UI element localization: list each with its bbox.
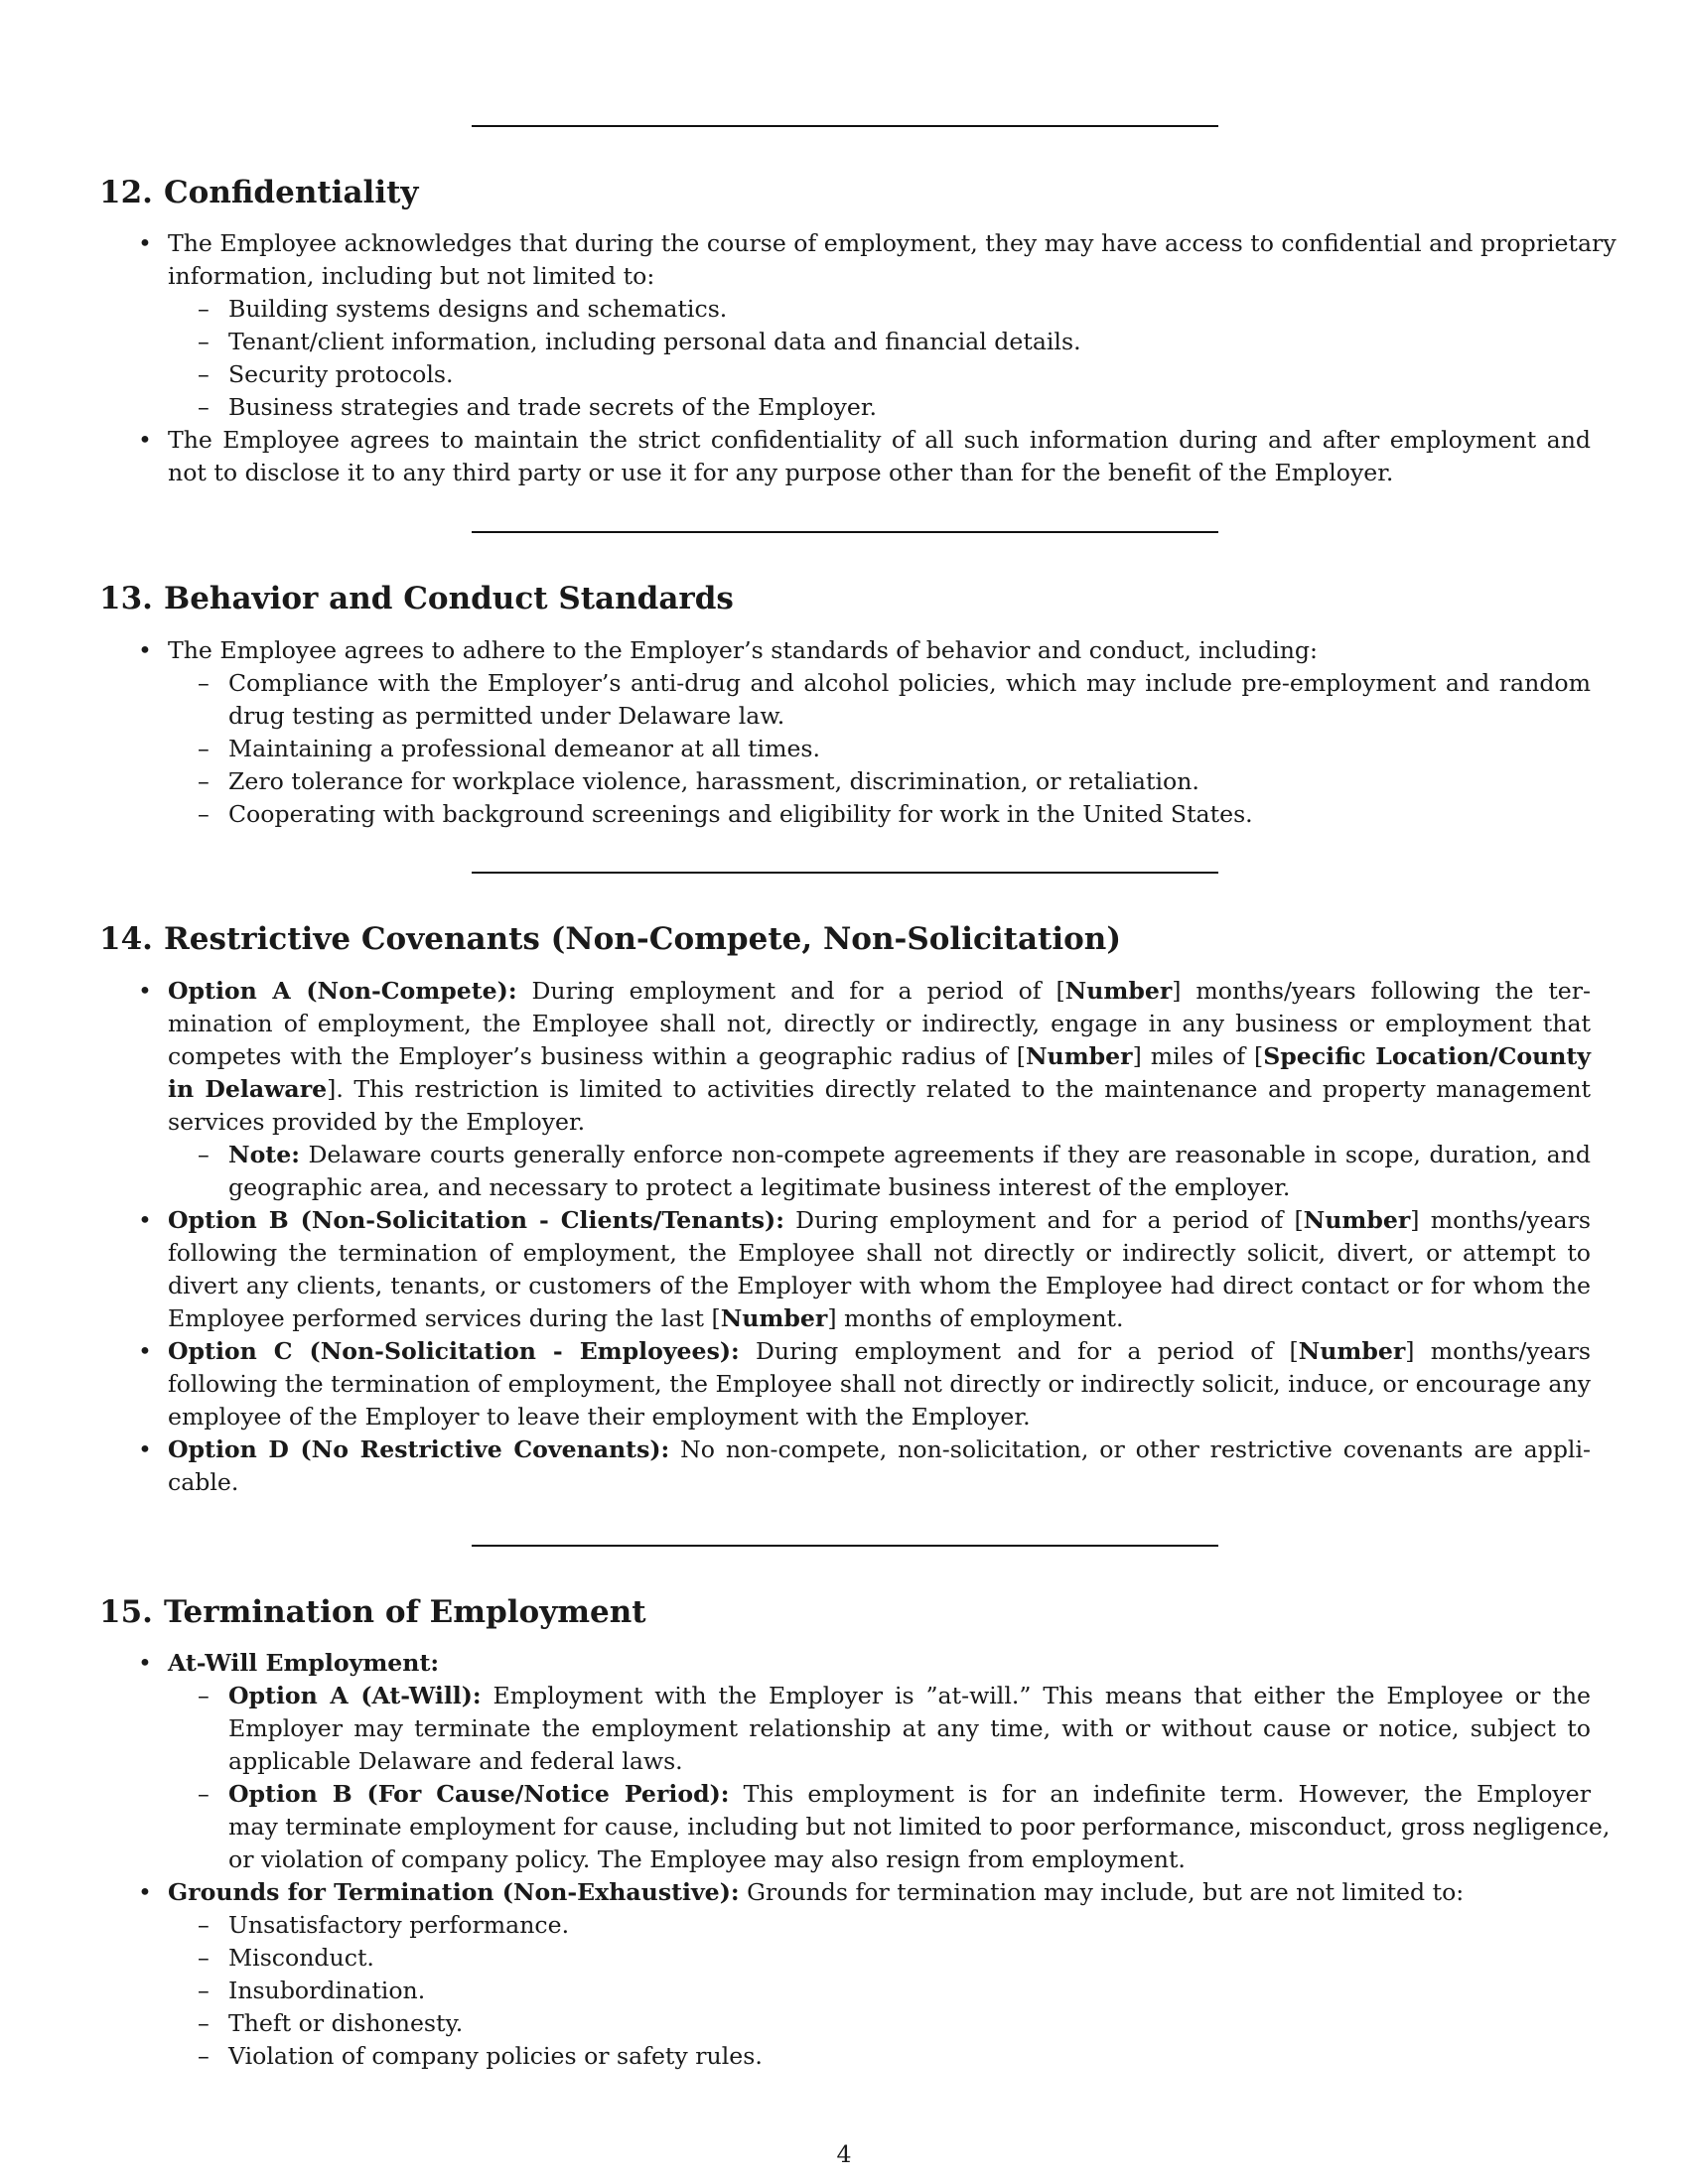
dash-marker: – [198, 767, 210, 795]
option-b-line: following the termination of employment, the Employee shall not directly or indirectly solicit, divert, or attempt to [168, 1239, 1591, 1267]
section-title: Behavior and Conduct Standards [164, 581, 734, 616]
placeholder-number: Number [720, 1304, 828, 1332]
option-a-line [168, 1040, 1591, 1073]
section-title: Termination of Employment [164, 1594, 646, 1630]
text: ] months of employment. [827, 1304, 1124, 1332]
option-a-label: Option A (Non-Compete): [168, 977, 517, 1005]
sub-list-item: Business strategies and trade secrets of the Employer. [228, 393, 878, 421]
option-d-line: cable. [168, 1468, 239, 1496]
bullet-marker: • [138, 229, 152, 257]
sub-list-item: Theft or dishonesty. [228, 2009, 464, 2037]
sub-list-item: may terminate employment for cause, including but not limited to poor performance, misconduct, gross negligence, [228, 1813, 1611, 1841]
section-divider [472, 1545, 1218, 1547]
option-b-label: Option B (For Cause/Notice Period): [228, 1780, 730, 1808]
section-number: 13. [99, 581, 153, 616]
option-c-label: Option C (Non-Solicitation - Employees): [168, 1337, 740, 1365]
text: ] miles of [ [1132, 1042, 1264, 1070]
bullet-marker: • [138, 636, 152, 664]
dash-marker: – [198, 669, 210, 697]
section-divider [472, 125, 1218, 127]
option-c-line [168, 1335, 1591, 1368]
sub-list-item: Compliance with the Employer’s anti-drug and alcohol policies, which may include pre-employment and random [228, 669, 1591, 697]
text: No non-compete, non-solicitation, or other restrictive covenants are appli- [669, 1435, 1591, 1463]
option-a-label: Option A (At-Will): [228, 1682, 482, 1709]
sub-list-item: Maintaining a professional demeanor at all times. [228, 735, 821, 762]
list-item-line: not to disclose it to any third party or use it for any purpose other than for the benefit of the Employer. [168, 459, 1394, 486]
list-item-line [168, 1647, 439, 1680]
dash-marker: – [198, 1780, 210, 1808]
dash-marker: – [198, 328, 210, 355]
option-c-line: employee of the Employer to leave their employment with the Employer. [168, 1403, 1031, 1431]
option-a-line: mination of employment, the Employee shall not, directly or indirectly, engage in any business or employment that [168, 1010, 1591, 1037]
note-line: geographic area, and necessary to protect a legitimate business interest of the employer. [228, 1173, 1291, 1201]
dash-marker: – [198, 735, 210, 762]
grounds-label: Grounds for Termination (Non-Exhaustive): [168, 1878, 740, 1906]
text: ]. This restriction is limited to activities directly related to the maintenance and property management [327, 1075, 1592, 1103]
sub-list-item: applicable Delaware and federal laws. [228, 1747, 683, 1775]
text: This employment is for an indefinite term. However, the Employer [729, 1780, 1591, 1808]
section-number: 12. [99, 175, 153, 210]
text: During employment and for a period of [ [516, 977, 1065, 1005]
section-number: 14. [99, 921, 153, 957]
section-heading-restrictive-covenants [99, 921, 1121, 957]
text: ] months/years [1410, 1206, 1591, 1234]
page-number: 4 [836, 2140, 852, 2168]
dash-marker: – [198, 295, 210, 323]
placeholder-number: Number [1064, 977, 1173, 1005]
bullet-marker: • [138, 1206, 152, 1234]
option-c-line: following the termination of employment, the Employee shall not directly or indirectly solicit, induce, or encourage any [168, 1370, 1591, 1398]
list-item-line: The Employee agrees to adhere to the Employer’s standards of behavior and conduct, including: [168, 636, 1318, 664]
text: competes with the Employer’s business within a geographic radius of [ [168, 1042, 1026, 1070]
section-heading-termination [99, 1594, 646, 1630]
text: Delaware courts generally enforce non-compete agreements if they are reasonable in scope, duration, and [299, 1141, 1591, 1168]
text: Grounds for termination may include, but are not limited to: [739, 1878, 1465, 1906]
placeholder-number: Number [1298, 1337, 1406, 1365]
dash-marker: – [198, 1977, 210, 2004]
note-label: Note: [228, 1141, 300, 1168]
placeholder-location: Specific Location/County [1263, 1042, 1592, 1070]
dash-marker: – [198, 2042, 210, 2070]
placeholder-location: in Delaware [168, 1075, 328, 1103]
bullet-marker: • [138, 426, 152, 454]
sub-list-item: Building systems designs and schematics. [228, 295, 728, 323]
at-will-label: At-Will Employment: [168, 1649, 440, 1677]
placeholder-number: Number [1025, 1042, 1133, 1070]
dash-marker: – [198, 360, 210, 388]
text: ] months/years [1405, 1337, 1592, 1365]
section-heading-behavior [99, 581, 734, 616]
placeholder-number: Number [1303, 1206, 1411, 1234]
text: ] months/years following the ter- [1172, 977, 1592, 1005]
section-divider [472, 531, 1218, 533]
option-b-label: Option B (Non-Solicitation - Clients/Tenants): [168, 1206, 784, 1234]
option-d-label: Option D (No Restrictive Covenants): [168, 1435, 670, 1463]
section-number: 15. [99, 1594, 153, 1630]
bullet-marker: • [138, 1337, 152, 1365]
option-b-line: divert any clients, tenants, or customers of the Employer with whom the Employee had direct contact or for whom the [168, 1272, 1591, 1299]
note-line [228, 1139, 1591, 1171]
option-a-line [168, 1073, 1591, 1106]
sub-list-item: Misconduct. [228, 1944, 374, 1972]
dash-marker: – [198, 1911, 210, 1939]
dash-marker: – [198, 800, 210, 828]
list-item-line: The Employee acknowledges that during the course of employment, they may have access to confidential and proprietary [168, 229, 1617, 257]
list-item-line: The Employee agrees to maintain the strict confidentiality of all such information during and after employment and [168, 426, 1591, 454]
section-title: Restrictive Covenants (Non-Compete, Non-Solicitation) [164, 921, 1122, 957]
sub-list-item: Security protocols. [228, 360, 454, 388]
bullet-marker: • [138, 1878, 152, 1906]
section-heading-confidentiality [99, 175, 418, 210]
sub-list-item: Tenant/client information, including personal data and financial details. [228, 328, 1081, 355]
section-divider [472, 872, 1218, 874]
dash-marker: – [198, 393, 210, 421]
sub-list-item: Zero tolerance for workplace violence, harassment, discrimination, or retaliation. [228, 767, 1199, 795]
section-title: Confidentiality [164, 175, 419, 210]
sub-list-item: Cooperating with background screenings and eligibility for work in the United States. [228, 800, 1253, 828]
list-item-line: information, including but not limited to: [168, 262, 655, 290]
option-b-line [168, 1204, 1591, 1237]
dash-marker: – [198, 1141, 210, 1168]
text: Employee performed services during the last [ [168, 1304, 721, 1332]
option-d-line [168, 1433, 1591, 1466]
sub-list-item: drug testing as permitted under Delaware law. [228, 702, 785, 730]
option-a-line: services provided by the Employer. [168, 1108, 586, 1136]
option-a-line [168, 975, 1591, 1008]
sub-list-item: Unsatisfactory performance. [228, 1911, 570, 1939]
dash-marker: – [198, 2009, 210, 2037]
text: During employment and for a period of [ [783, 1206, 1304, 1234]
bullet-marker: • [138, 1649, 152, 1677]
sub-list-item: or violation of company policy. The Employee may also resign from employment. [228, 1845, 1186, 1873]
bullet-marker: • [138, 977, 152, 1005]
dash-marker: – [198, 1944, 210, 1972]
dash-marker: – [198, 1682, 210, 1709]
list-item-line [168, 1876, 1464, 1909]
sub-list-item: Insubordination. [228, 1977, 426, 2004]
sub-list-item [228, 1680, 1591, 1712]
sub-list-item: Employer may terminate the employment relationship at any time, with or without cause or notice, subject to [228, 1714, 1591, 1742]
sub-list-item: Violation of company policies or safety rules. [228, 2042, 763, 2070]
bullet-marker: • [138, 1435, 152, 1463]
option-b-line [168, 1302, 1124, 1335]
sub-list-item [228, 1778, 1591, 1811]
text: During employment and for a period of [ [739, 1337, 1299, 1365]
text: Employment with the Employer is ”at-will.” This means that either the Employee or the [481, 1682, 1591, 1709]
